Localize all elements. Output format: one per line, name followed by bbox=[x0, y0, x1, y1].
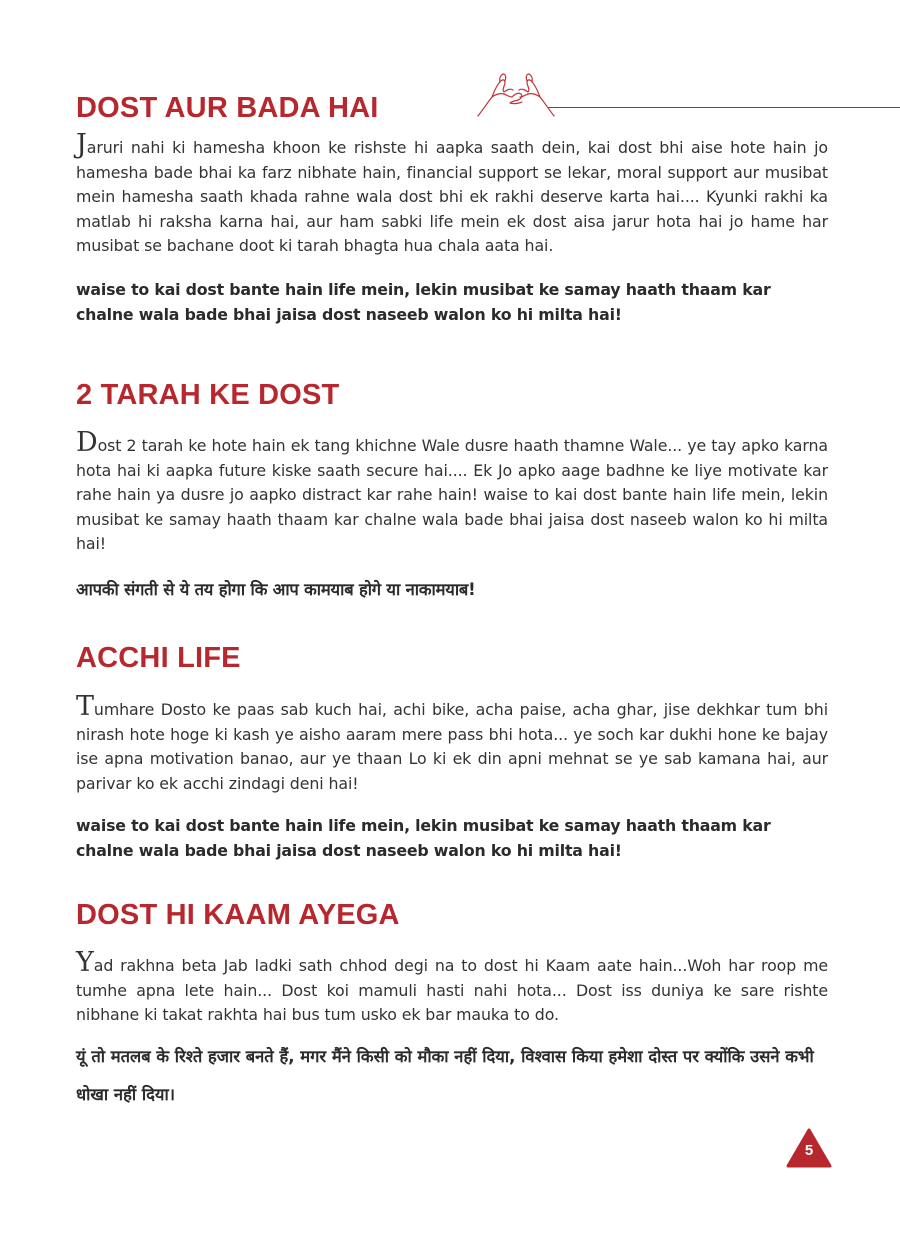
section-heading: DOST HI KAAM AYEGA bbox=[76, 899, 400, 931]
section-quote: waise to kai dost bante hain life mein, lekin musibat ke samay haath thaam kar chalne wala bade bhai jaisa dost naseeb walon ko hi milta hai! bbox=[76, 279, 771, 324]
page-number: 5 bbox=[804, 1142, 814, 1159]
drop-initial: J bbox=[76, 129, 87, 160]
drop-initial: T bbox=[76, 691, 94, 722]
section-body bbox=[76, 427, 828, 557]
body-text: ad rakhna beta Jab ladki sath chhod degi na to dost hi Kaam aate hain...Woh har roop me tumhe apna lete hain... Dost koi mamuli hasti nahi hota... Dost iss duniya ke sare rishte nibhane ki takat rakhta hai bus tum usko ek bar mauka to do. bbox=[76, 956, 828, 1025]
section-acchi-life bbox=[76, 641, 828, 864]
section-quote: यूं तो मतलब के रिश्ते हजार बनते हैं, मगर मैंने किसी को मौका नहीं दिया, विश्वास किया हमेशा दोस्त पर क्योंकि उसने कभी धोखा नहीं दिया। bbox=[76, 1046, 814, 1104]
body-text: aruri nahi ki hamesha khoon ke rishste hi aapka saath dein, kai dost bhi aise hote hain jo hamesha bade bhai ka farz nibhate hain, financial support se lekar, moral support aur musibat mein hamesha saath khada rahne wala dost bhi ek rakhi deserve karta hai.... Kyunki rakhi ka matlab hi raksha karna hai, aur ham sabki life mein ek dost aisa jarur hota hai jo hame har musibat se bachane doot ki tarah bhagta hua chala aata hai. bbox=[76, 138, 828, 256]
section-body bbox=[76, 947, 828, 1028]
section-2-tarah-ke-dost bbox=[76, 378, 828, 603]
section-heading: 2 TARAH KE DOST bbox=[76, 379, 340, 411]
page-number-badge bbox=[786, 1128, 832, 1168]
body-text: umhare Dosto ke paas sab kuch hai, achi bike, acha paise, acha ghar, jise dekhkar tum bhi nirash hote hoge ki kash ye aisho aaram mere pass bhi hota... ye soch kar dukhi hone ke bajay ise apna motivation banao, aur ye thaan Lo ki ek din apni mehnat se ye sab kamana hai, aur parivar ko ek acchi zindagi deni hai! bbox=[76, 700, 828, 793]
body-text: ost 2 tarah ke hote hain ek tang khichne Wale dusre haath thamne Wale... ye tay apko karna hota hai ki aapka future kiske saath secure hai.... Ek Jo apko aage badhne ke liye motivate kar rahe hain ya dusre jo aapko distract kar rahe hain! waise to kai dost bante hain life mein, lekin musibat ke samay haath thaam kar chalne wala bade bhai jaisa dost naseeb walon ko hi milta hai! bbox=[76, 436, 828, 554]
section-heading: ACCHI LIFE bbox=[76, 642, 241, 674]
section-dost-hi-kaam-ayega bbox=[76, 898, 828, 1114]
section-body bbox=[76, 129, 828, 259]
section-dost-aur-bada-hai bbox=[76, 91, 828, 327]
section-body bbox=[76, 691, 828, 796]
section-quote: waise to kai dost bante hain life mein, lekin musibat ke samay haath thaam kar chalne wala bade bhai jaisa dost naseeb walon ko hi milta hai! bbox=[76, 816, 771, 860]
section-quote: आपकी संगती से ये तय होगा कि आप कामयाब होगे या नाकामयाब! bbox=[76, 579, 476, 599]
drop-initial: D bbox=[76, 427, 98, 458]
drop-initial: Y bbox=[76, 947, 94, 978]
section-heading: DOST AUR BADA HAI bbox=[76, 92, 379, 124]
